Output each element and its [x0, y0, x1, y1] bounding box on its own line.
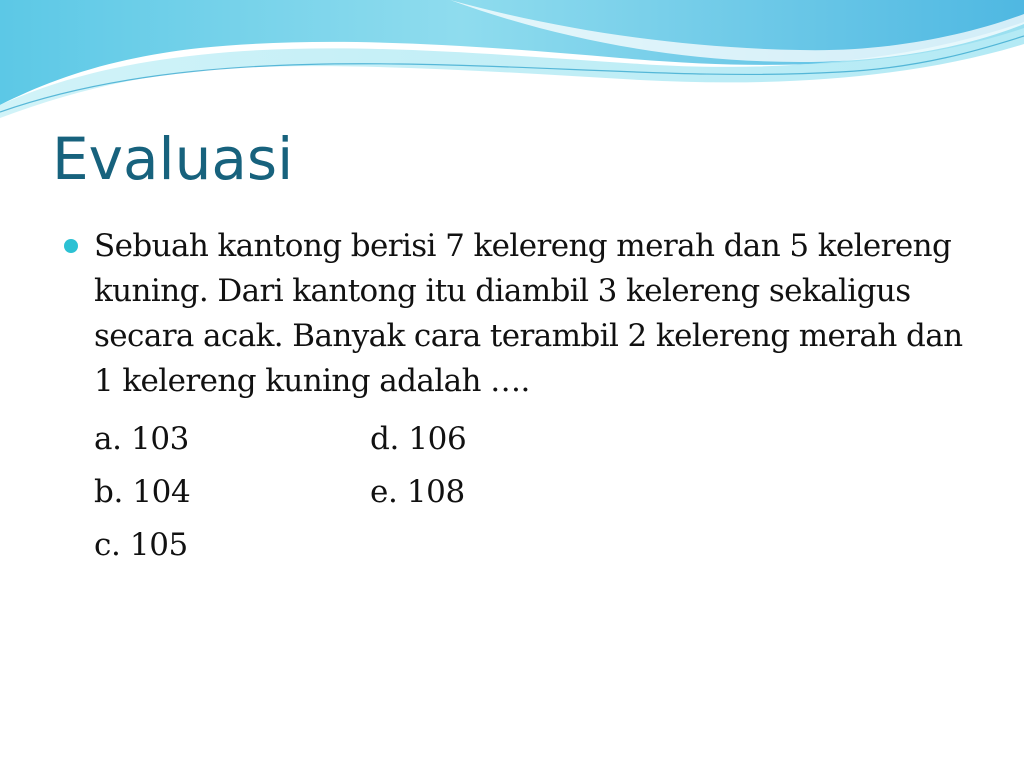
bullet-dot-icon: [64, 239, 78, 253]
question-bullet: [64, 224, 984, 404]
option-e: e. 108: [370, 473, 465, 510]
options-row-3: [94, 518, 984, 571]
answer-options: [94, 412, 984, 571]
slide-content: [64, 224, 984, 571]
options-row-2: [94, 465, 984, 518]
options-row-1: [94, 412, 984, 465]
option-a: a. 103: [94, 420, 189, 457]
option-c: c. 105: [94, 526, 188, 563]
decorative-wave-banner: [0, 0, 1024, 120]
question-text: Sebuah kantong berisi 7 kelereng merah dan 5 kelereng kuning. Dari kantong itu diambil 3 kelereng sekaligus secara acak. Banyak cara terambil 2 kelereng merah dan 1 kelereng kuning adalah ….: [94, 228, 963, 399]
option-b: b. 104: [94, 473, 191, 510]
slide-title: Evaluasi: [52, 125, 294, 193]
option-d: d. 106: [370, 420, 467, 457]
